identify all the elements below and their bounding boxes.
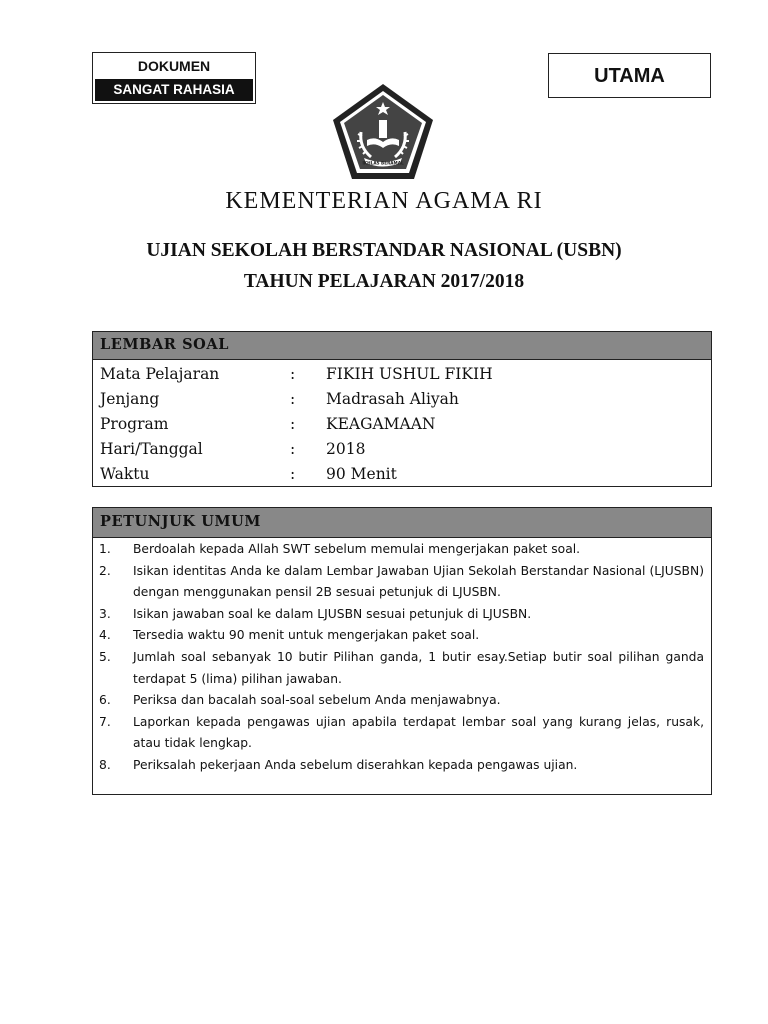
info-separator: :	[290, 365, 296, 383]
petunjuk-umum-title: PETUNJUK UMUM	[93, 508, 711, 538]
item-text: Periksalah pekerjaan Anda sebelum diserahkan kepada pengawas ujian.	[133, 757, 578, 772]
lembar-soal-panel	[92, 331, 712, 487]
list-item	[93, 625, 711, 647]
info-separator: :	[290, 390, 296, 408]
ministry-name: KEMENTERIAN AGAMA RI	[225, 188, 543, 214]
item-number: 3.	[99, 606, 111, 621]
info-value: FIKIH USHUL FIKIH	[326, 365, 493, 383]
instruction-list	[93, 538, 711, 777]
info-row-program	[93, 412, 711, 437]
info-row-date	[93, 437, 711, 462]
info-value: KEAGAMAAN	[326, 415, 436, 433]
info-value: Madrasah Aliyah	[326, 390, 459, 408]
info-value: 2018	[326, 440, 366, 458]
item-text: Periksa dan bacalah soal-soal sebelum Anda menjawabnya.	[133, 693, 501, 708]
item-text: Isikan jawaban soal ke dalam LJUSBN sesuai petunjuk di LJUSBN.	[133, 606, 532, 621]
document-label: DOKUMEN	[137, 58, 211, 74]
item-text: Laporkan kepada pengawas ujian apabila terdapat lembar soal yang kurang jelas, rusak, atau tidak lengkap.	[133, 714, 704, 751]
list-item	[93, 647, 711, 690]
item-text: Isikan identitas Anda ke dalam Lembar Jawaban Ujian Sekolah Berstandar Nasional (LJUSBN) dengan menggunakan pensil 2B sesuai petunjuk di LJUSBN.	[133, 563, 704, 600]
item-number: 1.	[99, 542, 111, 556]
list-item	[93, 604, 711, 626]
edition-box: UTAMA	[548, 53, 711, 98]
document-classification-box	[92, 52, 256, 104]
item-number: 8.	[99, 757, 111, 772]
item-text: Berdoalah kepada Allah SWT sebelum memulai mengerjakan paket soal.	[133, 542, 581, 556]
item-number: 6.	[99, 693, 111, 708]
item-number: 5.	[99, 649, 111, 664]
list-item	[93, 712, 711, 755]
info-separator: :	[290, 465, 296, 483]
lembar-soal-title: LEMBAR SOAL	[93, 332, 711, 360]
info-label: Waktu	[100, 465, 150, 483]
info-row-level	[93, 387, 711, 412]
list-item	[93, 755, 711, 777]
petunjuk-umum-panel	[92, 507, 712, 795]
info-separator: :	[290, 415, 296, 433]
svg-text:IKHLAS BERAMAL: IKHLAS BERAMAL	[362, 160, 404, 166]
list-item	[93, 539, 711, 561]
kementerian-agama-emblem-icon	[331, 82, 435, 182]
info-label: Mata Pelajaran	[100, 365, 220, 383]
list-item	[93, 561, 711, 604]
exam-title: UJIAN SEKOLAH BERSTANDAR NASIONAL (USBN)	[146, 240, 622, 261]
info-label: Jenjang	[100, 390, 160, 408]
info-label: Hari/Tanggal	[100, 440, 203, 458]
info-row-time	[93, 462, 711, 487]
list-item	[93, 690, 711, 712]
info-separator: :	[290, 440, 296, 458]
info-label: Program	[100, 415, 169, 433]
item-text: Jumlah soal sebanyak 10 butir Pilihan ganda, 1 butir esay.Setiap butir soal pilihan ganda terdapat 5 (lima) pilihan jawaban.	[133, 649, 704, 686]
info-value: 90 Menit	[326, 465, 397, 483]
info-row-subject	[93, 362, 711, 387]
item-number: 2.	[99, 563, 111, 578]
academic-year: TAHUN PELAJARAN 2017/2018	[243, 271, 525, 292]
item-text: Tersedia waktu 90 menit untuk mengerjakan paket soal.	[133, 628, 480, 643]
secrecy-label: SANGAT RAHASIA	[95, 79, 253, 101]
item-number: 4.	[99, 628, 111, 643]
item-number: 7.	[99, 714, 111, 729]
